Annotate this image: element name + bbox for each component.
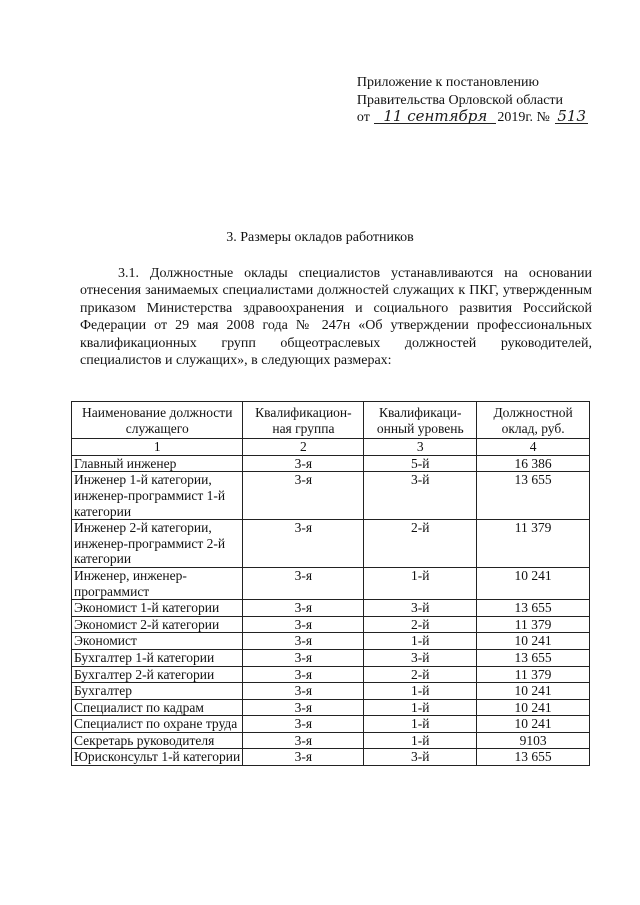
table-row: [72, 472, 590, 520]
header-cell-position: Наименование должности служащего: [72, 402, 243, 439]
cell-level: 1-й: [364, 699, 477, 716]
cell-group: 3-я: [243, 749, 364, 766]
column-number: 1: [72, 439, 243, 456]
cell-position: Инженер 1-й категории, инженер-программист 1-й категории: [72, 472, 243, 520]
table-row: [72, 567, 590, 599]
cell-salary: 11 379: [477, 616, 590, 633]
cell-position: Специалист по охране труда: [72, 716, 243, 733]
cell-salary: 9103: [477, 732, 590, 749]
column-number-row: [72, 439, 590, 456]
cell-salary: 11 379: [477, 666, 590, 683]
cell-level: 3-й: [364, 749, 477, 766]
table-row: [72, 600, 590, 617]
cell-group: 3-я: [243, 472, 364, 520]
cell-salary: 16 386: [477, 455, 590, 472]
cell-salary: 10 241: [477, 716, 590, 733]
cell-salary: 13 655: [477, 749, 590, 766]
salary-table: [71, 401, 590, 766]
section-title: 3. Размеры окладов работников: [226, 230, 414, 245]
cell-position: Инженер, инженер-программист: [72, 567, 243, 599]
cell-level: 5-й: [364, 455, 477, 472]
header-line-3: [357, 109, 588, 127]
cell-group: 3-я: [243, 683, 364, 700]
table-header-row: [72, 402, 590, 439]
document-header: [357, 74, 588, 127]
table-row: [72, 666, 590, 683]
cell-position: Экономист 2-й категории: [72, 616, 243, 633]
cell-level: 2-й: [364, 616, 477, 633]
header-line-1: Приложение к постановлению: [356, 75, 539, 90]
table-row: [72, 716, 590, 733]
cell-salary: 13 655: [477, 600, 590, 617]
table-row: [72, 455, 590, 472]
header-cell-level: Квалификаци-онный уровень: [364, 402, 477, 439]
table-row: [72, 633, 590, 650]
year-label: 2019г. №: [497, 110, 550, 125]
table-row: [72, 732, 590, 749]
body-paragraph: 3.1. Должностные оклады специалистов устанавливаются на основании отнесения занимаемых специалистами должностей служащих к ПКГ, утвержденным приказом Министерства здравоохранения и социального развития Российской Федерации от 29 мая 2008 года № 247н «Об утверждении профессиональных квалификационных групп общеотраслевых должностей руководителей, специалистов и служащих», в следующих размерах:: [80, 266, 592, 369]
cell-level: 3-й: [364, 600, 477, 617]
cell-position: Экономист: [72, 633, 243, 650]
cell-group: 3-я: [243, 732, 364, 749]
table-row: [72, 616, 590, 633]
cell-group: 3-я: [243, 455, 364, 472]
cell-group: 3-я: [243, 600, 364, 617]
cell-position: Главный инженер: [72, 455, 243, 472]
cell-group: 3-я: [243, 567, 364, 599]
cell-group: 3-я: [243, 616, 364, 633]
cell-salary: 13 655: [477, 649, 590, 666]
cell-group: 3-я: [243, 633, 364, 650]
cell-level: 1-й: [364, 716, 477, 733]
header-cell-salary: Должностной оклад, руб.: [477, 402, 590, 439]
cell-position: Экономист 1-й категории: [72, 600, 243, 617]
cell-group: 3-я: [243, 649, 364, 666]
cell-position: Секретарь руководителя: [72, 732, 243, 749]
cell-position: Юрисконсульт 1-й категории: [72, 749, 243, 766]
cell-salary: 11 379: [477, 520, 590, 568]
cell-salary: 10 241: [477, 683, 590, 700]
cell-level: 1-й: [364, 683, 477, 700]
cell-position: Бухгалтер: [72, 683, 243, 700]
cell-salary: 13 655: [477, 472, 590, 520]
table-row: [72, 749, 590, 766]
column-number: 3: [364, 439, 477, 456]
cell-salary: 10 241: [477, 633, 590, 650]
cell-group: 3-я: [243, 716, 364, 733]
header-line-2: Правительства Орловской области: [356, 92, 564, 108]
cell-position: Бухгалтер 1-й категории: [72, 649, 243, 666]
cell-group: 3-я: [243, 699, 364, 716]
cell-position: Специалист по кадрам: [72, 699, 243, 716]
table-row: [72, 520, 590, 568]
cell-position: Инженер 2-й категории, инженер-программист 2-й категории: [72, 520, 243, 568]
table-row: [72, 649, 590, 666]
cell-level: 1-й: [364, 732, 477, 749]
table-row: [72, 699, 590, 716]
cell-salary: 10 241: [477, 699, 590, 716]
cell-level: 1-й: [364, 567, 477, 599]
cell-level: 3-й: [364, 472, 477, 520]
handwritten-date: 11 сентября: [374, 109, 496, 124]
cell-level: 2-й: [364, 520, 477, 568]
column-number: 2: [243, 439, 364, 456]
header-cell-group: Квалификацион-ная группа: [243, 402, 364, 439]
cell-position: Бухгалтер 2-й категории: [72, 666, 243, 683]
column-number: 4: [477, 439, 590, 456]
cell-group: 3-я: [243, 520, 364, 568]
from-label: от: [356, 110, 370, 125]
cell-level: 2-й: [364, 666, 477, 683]
cell-salary: 10 241: [477, 567, 590, 599]
cell-level: 3-й: [364, 649, 477, 666]
handwritten-number: 513: [557, 107, 586, 125]
cell-level: 1-й: [364, 633, 477, 650]
cell-group: 3-я: [243, 666, 364, 683]
table-row: [72, 683, 590, 700]
